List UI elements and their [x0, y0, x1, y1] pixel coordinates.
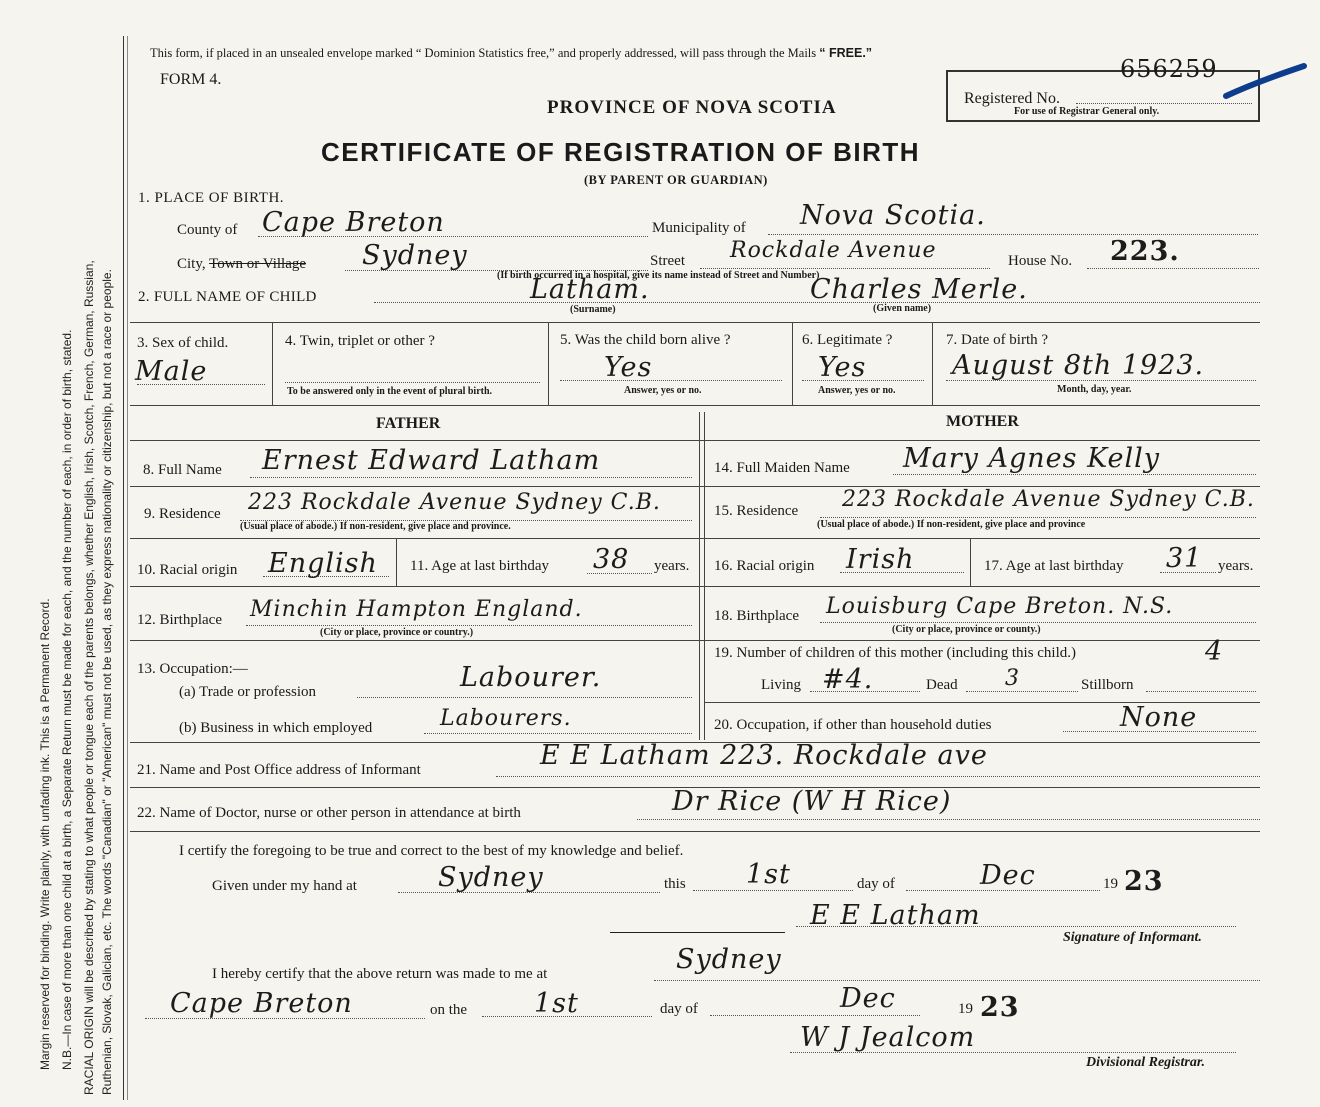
father-trade-label: (a) Trade or profession: [179, 684, 317, 700]
binding-margin-line: [123, 36, 124, 1100]
side-note-multiple-births: N.B.—In case of more than one child at a birth, a Separate Return must be made for each, and the number of each, in order of birth, stated.: [60, 329, 74, 1070]
city-label-text: City,: [177, 256, 206, 272]
mother-racial-label: 16. Racial origin: [714, 558, 815, 574]
mother-living-label: Living: [761, 677, 801, 693]
form-number: FORM 4.: [160, 71, 222, 88]
county-label: County of: [177, 222, 238, 238]
informant-signature: E E Latham: [810, 900, 981, 931]
father-age-value: 38: [593, 544, 630, 575]
mother-name-line: [893, 474, 1256, 475]
registrar-place-line: [654, 980, 1260, 981]
legitimate-label: 6. Legitimate ?: [802, 332, 893, 348]
mother-racial-value: Irish: [846, 544, 915, 575]
street-line: [700, 268, 990, 269]
mother-residence-value: 223 Rockdale Avenue Sydney C.B.: [842, 487, 1255, 512]
father-residence-note: (Usual place of abode.) If non-resident, give place and province.: [240, 521, 511, 532]
informant-signature-line-left: [610, 932, 785, 933]
mother-birthplace-note: (City or place, province or county.): [892, 624, 1041, 635]
attendant-label: 22. Name of Doctor, nurse or other person in attendance at birth: [137, 805, 521, 821]
municipality-label: Municipality of: [652, 220, 746, 236]
certification-statement: I certify the foregoing to be true and correct to the best of my knowledge and belief.: [179, 843, 684, 859]
father-mother-heading-rule: [130, 440, 1260, 441]
born-alive-label: 5. Was the child born alive ?: [560, 332, 731, 348]
county-value: Cape Breton: [262, 207, 445, 238]
child-surname-value: Latham.: [530, 274, 650, 305]
details-bottom-border: [130, 405, 1260, 406]
surname-caption: (Surname): [570, 304, 616, 315]
given-hand-label: Given under my hand at: [212, 878, 357, 894]
father-birthplace-line: [246, 625, 692, 626]
city-value: Sydney: [362, 240, 468, 271]
sex-label: 3. Sex of child.: [137, 335, 229, 351]
registrar-year-value: 23: [980, 992, 1020, 1023]
father-racial-divider: [396, 538, 397, 586]
row-rule-2: [130, 538, 1260, 539]
informant-line: [496, 776, 1260, 777]
details-divider-2: [548, 322, 549, 405]
date-of-birth-value: August 8th 1923.: [952, 350, 1205, 381]
mother-dead-line: [966, 691, 1078, 692]
town-village-label: Town or Village: [209, 256, 307, 272]
father-business-value: Labourers.: [440, 706, 572, 731]
registrar-caption: Divisional Registrar.: [1086, 1055, 1206, 1070]
certificate-subtitle: (BY PARENT OR GUARDIAN): [584, 173, 768, 187]
row-rule-3: [130, 586, 1260, 587]
attendant-value: Dr Rice (W H Rice): [672, 786, 952, 817]
mother-racial-divider: [970, 538, 971, 586]
given-year-prefix: 19: [1103, 876, 1118, 892]
father-racial-label: 10. Racial origin: [137, 562, 238, 578]
mother-dead-label: Dead: [926, 677, 958, 693]
registrar-county-value: Cape Breton: [170, 988, 353, 1019]
given-day-value: 1st: [746, 859, 791, 890]
legitimate-note: Answer, yes or no.: [818, 385, 896, 396]
mother-living-value: #4.: [822, 664, 874, 695]
born-alive-line: [560, 380, 782, 381]
given-month-value: Dec: [980, 860, 1036, 891]
registrar-day-of-label: day of: [660, 1001, 698, 1017]
registrar-signature: W J Jealcom: [800, 1022, 976, 1053]
mother-heading: MOTHER: [946, 413, 1019, 430]
on-the-label: on the: [430, 1002, 468, 1018]
twin-line: [285, 382, 540, 383]
row-rule-4: [130, 640, 1260, 641]
mother-residence-note: (Usual place of abode.) If non-resident, give place and province: [817, 519, 1086, 530]
details-top-border: [130, 322, 1260, 323]
details-divider-1: [272, 322, 273, 405]
given-year-value: 23: [1124, 866, 1164, 897]
attendant-line: [637, 819, 1260, 820]
father-name-value: Ernest Edward Latham: [262, 445, 601, 476]
mother-birthplace-line: [820, 622, 1256, 623]
registrar-statement: I hereby certify that the above return was made to me at: [212, 966, 548, 982]
certificate-title: CERTIFICATE OF REGISTRATION OF BIRTH: [321, 137, 921, 167]
registrar-day-value: 1st: [534, 988, 579, 1019]
father-residence-label: 9. Residence: [144, 506, 221, 522]
mother-occupation-value: None: [1120, 702, 1198, 733]
date-of-birth-label: 7. Date of birth ?: [946, 332, 1049, 348]
sex-value: Male: [135, 356, 208, 387]
informant-value: E E Latham 223. Rockdale ave: [540, 740, 988, 771]
place-of-birth-heading: 1. PLACE OF BIRTH.: [138, 190, 285, 206]
hospital-note: (If birth occurred in a hospital, give its name instead of Street and Number): [497, 270, 820, 281]
registered-number-value: 656259: [1120, 55, 1218, 83]
informant-signature-caption: Signature of Informant.: [1063, 930, 1202, 945]
date-of-birth-note: Month, day, year.: [1057, 384, 1132, 395]
child-given-name-value: Charles Merle.: [810, 274, 1028, 305]
registrar-month-line: [710, 1015, 920, 1016]
father-birthplace-label: 12. Birthplace: [137, 612, 222, 628]
father-name-line: [250, 477, 692, 478]
mother-age-value: 31: [1166, 543, 1203, 574]
municipality-value: Nova Scotia.: [800, 200, 986, 231]
mother-birthplace-value: Louisburg Cape Breton. N.S.: [826, 594, 1174, 619]
mother-residence-label: 15. Residence: [714, 503, 799, 519]
father-birthplace-value: Minchin Hampton England.: [250, 597, 583, 622]
mother-birthplace-label: 18. Birthplace: [714, 608, 799, 624]
registered-label: Registered No.: [964, 90, 1060, 107]
registrar-place-value: Sydney: [676, 944, 782, 975]
day-of-label: day of: [857, 876, 895, 892]
registrar-year-prefix: 19: [958, 1001, 973, 1017]
father-occupation-label: 13. Occupation:—: [137, 661, 248, 677]
twin-label: 4. Twin, triplet or other ?: [285, 333, 435, 349]
registrar-month-value: Dec: [840, 983, 896, 1014]
given-name-caption: (Given name): [873, 303, 932, 314]
house-number-value: 223.: [1110, 236, 1180, 267]
city-label: [177, 256, 306, 273]
this-label: this: [664, 876, 686, 892]
father-years-label: years.: [654, 558, 690, 574]
informant-label: 21. Name and Post Office address of Informant: [137, 762, 421, 778]
house-number-line: [1087, 268, 1259, 269]
father-business-label: (b) Business in which employed: [179, 720, 373, 736]
legitimate-value: Yes: [818, 352, 867, 383]
municipality-line: [768, 234, 1258, 235]
street-label: Street: [650, 253, 685, 269]
side-note-nationality: Ruthenian, Slovak, Galician, etc. The words "Canadian" or "American" must not be used, as they express nationality or citizenship, but not a race or people.: [100, 269, 114, 1095]
mother-occupation-label: 20. Occupation, if other than household duties: [714, 717, 992, 733]
province-heading: PROVINCE OF NOVA SCOTIA: [547, 97, 837, 118]
mother-residence-line: [820, 517, 1256, 518]
father-residence-value: 223 Rockdale Avenue Sydney C.B.: [248, 490, 661, 515]
child-name-label: 2. FULL NAME OF CHILD: [138, 289, 317, 305]
born-alive-value: Yes: [604, 352, 653, 383]
mother-years-label: years.: [1218, 558, 1254, 574]
center-divider-left: [699, 412, 700, 740]
mother-stillborn-label: Stillborn: [1081, 677, 1134, 693]
details-divider-4: [932, 322, 933, 405]
row-rule-8: [130, 831, 1260, 832]
father-business-line: [424, 733, 692, 734]
mail-notice: [150, 46, 872, 61]
father-age-label: 11. Age at last birthday: [410, 558, 549, 574]
mother-dead-value: 3: [1005, 666, 1020, 691]
mother-age-label: 17. Age at last birthday: [984, 558, 1124, 574]
born-alive-note: Answer, yes or no.: [624, 385, 702, 396]
mother-name-label: 14. Full Maiden Name: [714, 460, 850, 476]
father-trade-value: Labourer.: [460, 662, 602, 693]
registrar-signature-line: [790, 1052, 1236, 1053]
father-trade-line: [357, 697, 692, 698]
mother-children-label: 19. Number of children of this mother (including this child.): [714, 645, 1077, 661]
father-name-label: 8. Full Name: [143, 462, 222, 478]
side-note-binding: Margin reserved for binding. Write plainly, with unfading ink. This is a Permanent Record.: [38, 598, 52, 1070]
twin-note: To be answered only in the event of plural birth.: [287, 386, 493, 397]
side-note-racial-origin: RACIAL ORIGIN will be described by stating to what people or tongue each of the parents belongs, whether English, Irish, Scotch, French, German, Russian,: [82, 260, 96, 1095]
given-day-line: [693, 890, 853, 891]
details-divider-3: [792, 322, 793, 405]
mother-stillborn-line: [1146, 691, 1256, 692]
mail-notice-free: “ FREE.”: [819, 46, 873, 60]
father-racial-value: English: [268, 548, 378, 579]
blue-pencil-mark: [1220, 60, 1310, 105]
binding-margin-line-inner: [127, 36, 128, 1100]
street-value: Rockdale Avenue: [730, 238, 937, 263]
given-place-value: Sydney: [438, 862, 544, 893]
house-number-label: House No.: [1008, 253, 1073, 269]
mail-notice-text: This form, if placed in an unsealed envelope marked “ Dominion Statistics free,” and properly addressed, will pass through the Mails: [150, 46, 817, 60]
mother-children-value: 4: [1205, 636, 1224, 667]
mother-name-value: Mary Agnes Kelly: [903, 443, 1161, 474]
informant-signature-line: [796, 926, 1236, 927]
registered-note: For use of Registrar General only.: [1014, 106, 1160, 117]
center-divider-right: [704, 412, 705, 740]
father-heading: FATHER: [376, 415, 441, 432]
father-birthplace-note: (City or place, province or country.): [320, 627, 474, 638]
